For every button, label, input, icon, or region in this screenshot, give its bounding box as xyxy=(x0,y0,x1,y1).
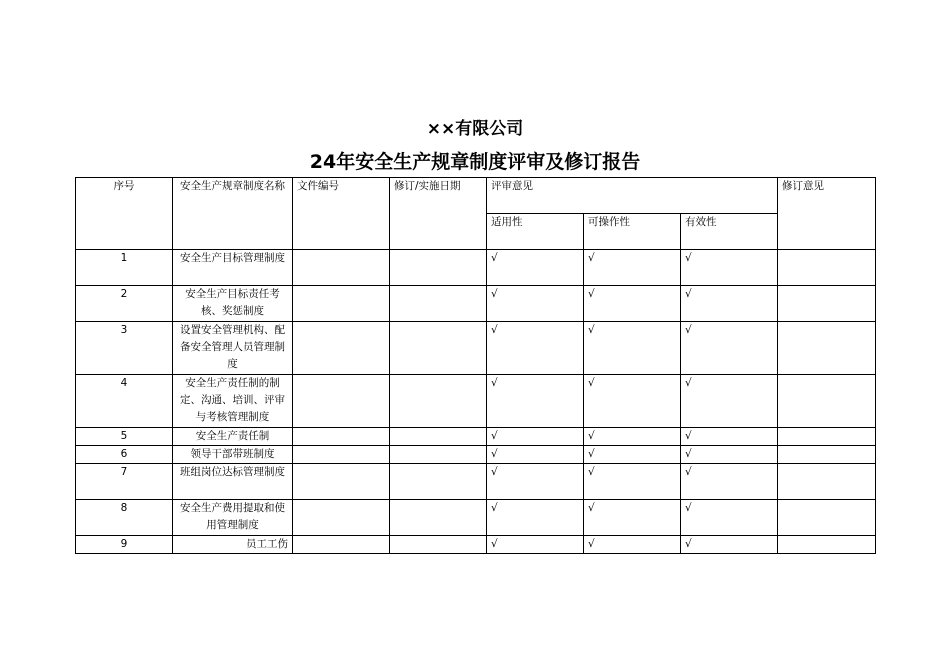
header-file-no: 文件编号 xyxy=(293,178,390,250)
row-file-no xyxy=(293,464,390,500)
header-applicability: 适用性 xyxy=(487,214,584,250)
row-revision-opinion xyxy=(778,536,876,554)
row-revision-opinion xyxy=(778,428,876,446)
row-operability: √ xyxy=(584,250,681,286)
row-seq: 6 xyxy=(76,446,173,464)
row-seq: 3 xyxy=(76,322,173,375)
row-operability: √ xyxy=(584,464,681,500)
row-seq: 8 xyxy=(76,500,173,536)
row-applicability: √ xyxy=(487,250,584,286)
row-file-no xyxy=(293,536,390,554)
row-name: 员工工伤 xyxy=(173,536,293,554)
row-file-no xyxy=(293,286,390,322)
row-applicability: √ xyxy=(487,375,584,428)
row-applicability: √ xyxy=(487,286,584,322)
table-row xyxy=(76,250,876,286)
row-file-no xyxy=(293,250,390,286)
row-revise-date xyxy=(390,250,487,286)
row-revise-date xyxy=(390,286,487,322)
review-table xyxy=(75,177,876,554)
table-row xyxy=(76,428,876,446)
row-operability: √ xyxy=(584,536,681,554)
row-validity: √ xyxy=(681,375,778,428)
row-validity: √ xyxy=(681,428,778,446)
row-revision-opinion xyxy=(778,500,876,536)
header-revise-date: 修订/实施日期 xyxy=(390,178,487,250)
row-applicability: √ xyxy=(487,446,584,464)
table-row xyxy=(76,446,876,464)
row-file-no xyxy=(293,375,390,428)
row-file-no xyxy=(293,500,390,536)
row-seq: 5 xyxy=(76,428,173,446)
row-applicability: √ xyxy=(487,322,584,375)
row-applicability: √ xyxy=(487,428,584,446)
row-revise-date xyxy=(390,375,487,428)
row-revision-opinion xyxy=(778,286,876,322)
header-validity: 有效性 xyxy=(681,214,778,250)
row-validity: √ xyxy=(681,286,778,322)
row-revision-opinion xyxy=(778,464,876,500)
row-name: 设置安全管理机构、配备安全管理人员管理制度 xyxy=(173,322,293,375)
report-title: 24年安全生产规章制度评审及修订报告 xyxy=(309,151,641,173)
row-revise-date xyxy=(390,536,487,554)
header-name: 安全生产规章制度名称 xyxy=(173,178,293,250)
table-row xyxy=(76,286,876,322)
row-validity: √ xyxy=(681,464,778,500)
row-revise-date xyxy=(390,500,487,536)
row-seq: 1 xyxy=(76,250,173,286)
row-revise-date xyxy=(390,322,487,375)
row-seq: 2 xyxy=(76,286,173,322)
row-revision-opinion xyxy=(778,375,876,428)
header-operability: 可操作性 xyxy=(584,214,681,250)
row-file-no xyxy=(293,446,390,464)
company-title: ××有限公司 xyxy=(426,119,524,139)
row-applicability: √ xyxy=(487,464,584,500)
row-file-no xyxy=(293,322,390,375)
row-file-no xyxy=(293,428,390,446)
row-operability: √ xyxy=(584,375,681,428)
row-revision-opinion xyxy=(778,250,876,286)
row-validity: √ xyxy=(681,446,778,464)
row-name: 安全生产目标责任考核、奖惩制度 xyxy=(173,286,293,322)
row-name: 领导干部带班制度 xyxy=(173,446,293,464)
row-revise-date xyxy=(390,428,487,446)
row-validity: √ xyxy=(681,536,778,554)
table-row xyxy=(76,500,876,536)
row-seq: 4 xyxy=(76,375,173,428)
row-operability: √ xyxy=(584,500,681,536)
row-name: 安全生产责任制的制定、沟通、培训、评审与考核管理制度 xyxy=(173,375,293,428)
row-name: 安全生产费用提取和使用管理制度 xyxy=(173,500,293,536)
row-name: 安全生产目标管理制度 xyxy=(173,250,293,286)
row-seq: 7 xyxy=(76,464,173,500)
row-name: 安全生产责任制 xyxy=(173,428,293,446)
row-operability: √ xyxy=(584,322,681,375)
row-revise-date xyxy=(390,446,487,464)
table-row xyxy=(76,464,876,500)
row-applicability: √ xyxy=(487,536,584,554)
table-row xyxy=(76,536,876,554)
row-revision-opinion xyxy=(778,446,876,464)
header-review: 评审意见 xyxy=(487,178,778,214)
row-revise-date xyxy=(390,464,487,500)
row-operability: √ xyxy=(584,446,681,464)
row-validity: √ xyxy=(681,322,778,375)
table-row xyxy=(76,322,876,375)
row-operability: √ xyxy=(584,286,681,322)
table-row xyxy=(76,375,876,428)
row-name: 班组岗位达标管理制度 xyxy=(173,464,293,500)
header-row-1 xyxy=(76,178,876,214)
row-seq: 9 xyxy=(76,536,173,554)
row-validity: √ xyxy=(681,500,778,536)
header-seq: 序号 xyxy=(76,178,173,250)
row-applicability: √ xyxy=(487,500,584,536)
row-revision-opinion xyxy=(778,322,876,375)
row-validity: √ xyxy=(681,250,778,286)
header-revision-opinion: 修订意见 xyxy=(778,178,876,250)
row-operability: √ xyxy=(584,428,681,446)
